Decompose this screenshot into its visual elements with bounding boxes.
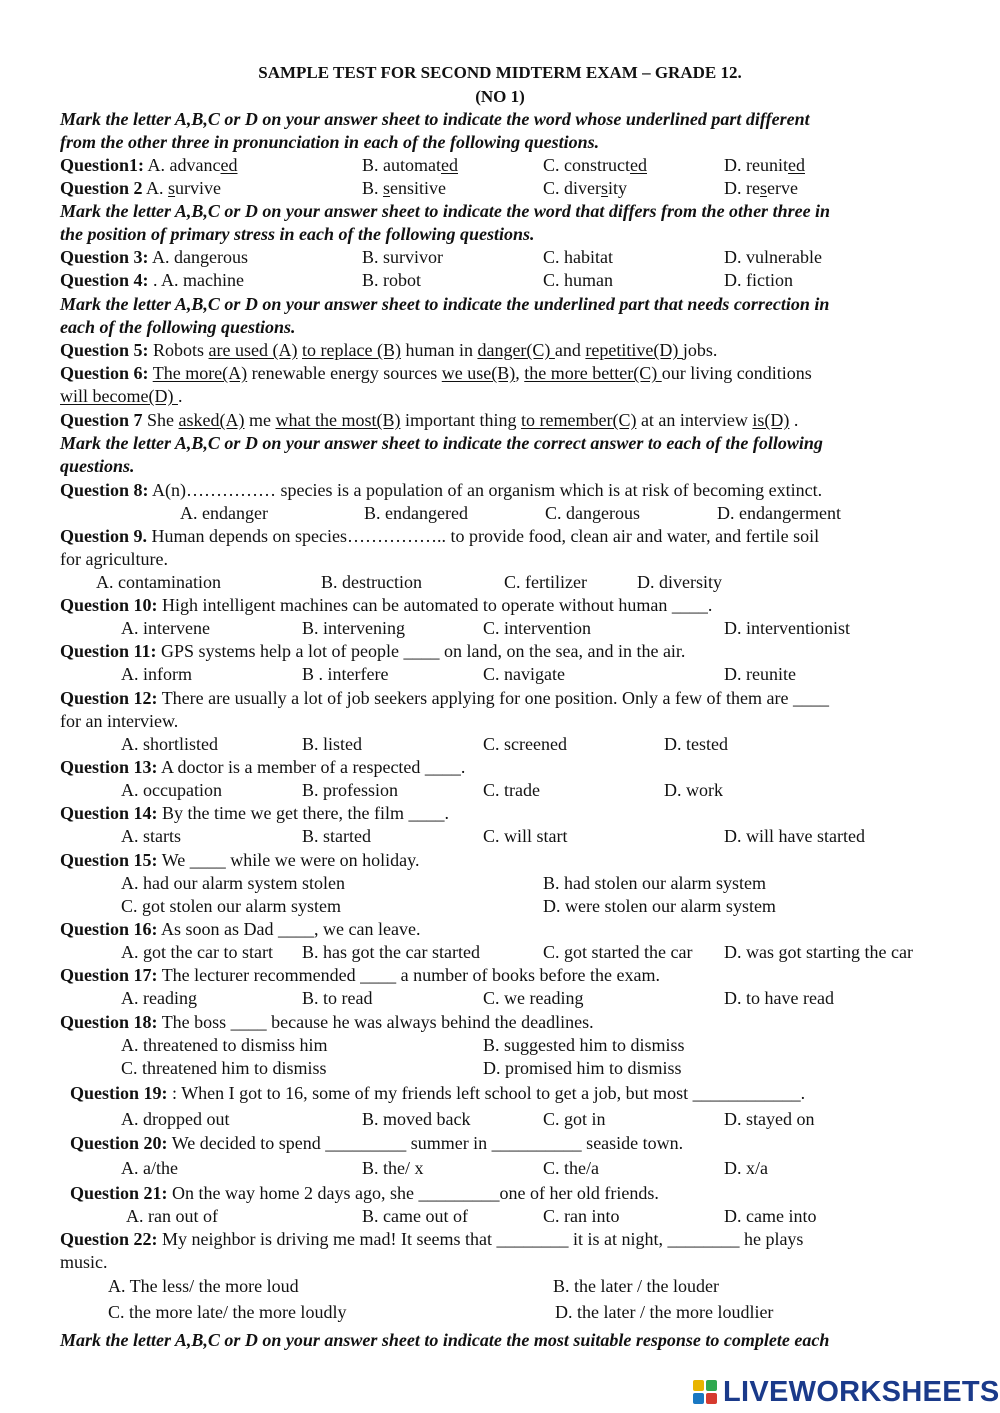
question-17-option-a: A. reading — [121, 988, 197, 1008]
logo-square-yellow — [693, 1380, 704, 1391]
question-8-option-a: A. endanger — [180, 503, 268, 523]
question-16-option-a: A. got the car to start — [121, 942, 273, 962]
liveworksheets-grid-icon — [693, 1380, 717, 1404]
option-text: erve — [767, 178, 798, 198]
question-2 — [60, 177, 221, 199]
question-12-option-b: B. listed — [302, 734, 363, 754]
option-text: D. reunit — [724, 155, 788, 175]
question-text: GPS systems help a lot of people ____ on land, on the sea, and in the air. — [156, 641, 686, 661]
question-6 — [60, 362, 812, 384]
question-4-option-b: B. robot — [362, 270, 422, 290]
underlined-part: s — [168, 178, 176, 198]
question-9-option-c: C. fertilizer — [504, 572, 587, 592]
question-text: The boss ____ because he was always behind the deadlines. — [157, 1012, 594, 1032]
question-17-option-d: D. to have read — [724, 988, 834, 1008]
question-label: Question 8: — [60, 480, 149, 500]
question-label: Question1: — [60, 155, 145, 175]
question-3-option-c: C. habitat — [543, 247, 613, 267]
sentence-text: . — [177, 386, 183, 406]
question-label: Question 14: — [60, 803, 158, 823]
option-text: ity — [608, 178, 628, 198]
question-14 — [60, 802, 449, 824]
underlined-part-a: asked(A) — [178, 410, 245, 430]
underlined-part-d: is(D) — [752, 410, 790, 430]
option-a: A. advanc — [147, 155, 221, 175]
question-2-option-d — [724, 177, 798, 199]
question-20-option-d: D. x/a — [724, 1158, 768, 1178]
question-text: My neighbor is driving me mad! It seems that ________ it is at night, ________ he plays — [157, 1229, 804, 1249]
question-10-option-a: A. intervene — [121, 618, 210, 638]
question-13-option-d: D. work — [664, 780, 723, 800]
question-15-option-a: A. had our alarm system stolen — [121, 873, 345, 893]
question-text: As soon as Dad ____, we can leave. — [157, 919, 421, 939]
question-label: Question 12: — [60, 688, 158, 708]
question-22-option-b: B. the later / the louder — [553, 1276, 719, 1296]
question-9-option-d: D. diversity — [637, 572, 722, 592]
instruction-error-line1: Mark the letter A,B,C or D on your answer sheet to indicate the underlined part that needs correction in — [60, 294, 830, 314]
sentence-text: me — [244, 410, 276, 430]
question-label: Question 7 — [60, 410, 143, 430]
question-17-option-b: B. to read — [302, 988, 373, 1008]
question-1-option-c — [543, 154, 647, 176]
sentence-text: , — [515, 363, 525, 383]
question-20-option-a: A. a/the — [121, 1158, 178, 1178]
question-15 — [60, 849, 420, 871]
question-label: Question 13: — [60, 757, 158, 777]
question-14-option-c: C. will start — [483, 826, 568, 846]
question-12-option-a: A. shortlisted — [121, 734, 218, 754]
question-13-option-a: A. occupation — [121, 780, 222, 800]
question-10 — [60, 594, 712, 616]
question-text: There are usually a lot of job seekers applying for one position. Only a few of them are ____ — [157, 688, 829, 708]
option-text: D. re — [724, 178, 760, 198]
question-16 — [60, 918, 420, 940]
question-14-option-d: D. will have started — [724, 826, 865, 846]
underlined-part: ed — [441, 155, 458, 175]
question-19-option-b: B. moved back — [362, 1109, 471, 1129]
question-19-option-d: D. stayed on — [724, 1109, 815, 1129]
instruction-pronunciation-line2: from the other three in pronunciation in each of the following questions. — [60, 132, 600, 152]
logo-square-green — [706, 1380, 717, 1391]
logo-text: LIVEWORKSHEETS — [723, 1375, 1000, 1408]
question-9-continued: for agriculture. — [60, 549, 168, 569]
question-9 — [60, 525, 819, 547]
page-subtitle: (NO 1) — [475, 87, 525, 106]
question-12 — [60, 687, 829, 709]
question-8-option-b: B. endangered — [364, 503, 468, 523]
question-12-option-c: C. screened — [483, 734, 567, 754]
question-9-option-b: B. destruction — [321, 572, 422, 592]
liveworksheets-logo[interactable] — [693, 1376, 1000, 1408]
question-16-option-c: C. got started the car — [543, 942, 693, 962]
question-13 — [60, 756, 465, 778]
question-label: Question 10: — [60, 595, 158, 615]
underlined-part-a: are used (A) — [208, 340, 298, 360]
sentence-text: jobs. — [682, 340, 718, 360]
option-a: A. dangerous — [148, 247, 248, 267]
question-15-option-c: C. got stolen our alarm system — [121, 896, 341, 916]
question-21 — [70, 1182, 659, 1204]
question-16-option-d: D. was got starting the car — [724, 942, 913, 962]
question-label: Question 17: — [60, 965, 158, 985]
question-text: A doctor is a member of a respected ____. — [157, 757, 466, 777]
question-13-option-c: C. trade — [483, 780, 540, 800]
question-text: On the way home 2 days ago, she _________one of her old friends. — [167, 1183, 659, 1203]
question-2-option-c — [543, 177, 627, 199]
question-15-option-d: D. were stolen our alarm system — [543, 896, 776, 916]
question-14-option-b: B. started — [302, 826, 371, 846]
question-5 — [60, 339, 717, 361]
instruction-pronunciation-line1: Mark the letter A,B,C or D on your answer sheet to indicate the word whose underlined part different — [60, 109, 810, 129]
question-2-option-b — [362, 177, 446, 199]
instruction-stress-line1: Mark the letter A,B,C or D on your answer sheet to indicate the word that differs from the other three in — [60, 201, 831, 221]
question-6-continued — [60, 385, 182, 407]
instruction-response-line1: Mark the letter A,B,C or D on your answer sheet to indicate the most suitable response to complete each — [60, 1330, 830, 1350]
logo-square-blue — [693, 1393, 704, 1404]
sentence-text: human in — [400, 340, 478, 360]
option-text: urvive — [175, 178, 222, 198]
question-label: Question 4: — [60, 270, 149, 290]
underlined-part-a: The more(A) — [152, 363, 248, 383]
question-20-option-c: C. the/a — [543, 1158, 599, 1178]
underlined-part: s — [759, 178, 767, 198]
option-text: B. automat — [362, 155, 441, 175]
question-11-option-a: A. inform — [121, 664, 192, 684]
sentence-text: and — [554, 340, 586, 360]
question-3 — [60, 246, 248, 268]
question-label: Question 21: — [70, 1183, 168, 1203]
question-label: Question 2 — [60, 178, 143, 198]
question-text: We ____ while we were on holiday. — [157, 850, 420, 870]
question-15-option-b: B. had stolen our alarm system — [543, 873, 766, 893]
question-4-option-d: D. fiction — [724, 270, 793, 290]
question-18-option-a: A. threatened to dismiss him — [121, 1035, 328, 1055]
question-1 — [60, 154, 238, 176]
question-20-option-b: B. the/ x — [362, 1158, 424, 1178]
question-text: By the time we get there, the film ____. — [157, 803, 449, 823]
question-12-option-d: D. tested — [664, 734, 728, 754]
question-16-option-b: B. has got the car started — [302, 942, 480, 962]
question-4-option-c: C. human — [543, 270, 613, 290]
option-text: B. — [362, 178, 384, 198]
question-18 — [60, 1011, 594, 1033]
question-19-option-c: C. got in — [543, 1109, 606, 1129]
sentence-text: Robots — [148, 340, 209, 360]
question-22-option-a: A. The less/ the more loud — [108, 1276, 299, 1296]
question-11-option-b: B . interfere — [302, 664, 389, 684]
question-label: Question 11: — [60, 641, 157, 661]
question-17-option-c: C. we reading — [483, 988, 584, 1008]
underlined-part: s — [601, 178, 609, 198]
question-22-option-d: D. the later / the more loudlier — [555, 1302, 774, 1322]
question-22-option-c: C. the more late/ the more loudly — [108, 1302, 347, 1322]
question-text: Human depends on species…………….. to provide food, clean air and water, and fertile soil — [147, 526, 820, 546]
underlined-part-c: danger(C) — [477, 340, 555, 360]
question-20 — [70, 1132, 683, 1154]
underlined-part-b: we use(B) — [441, 363, 516, 383]
option-text: C. construct — [543, 155, 630, 175]
question-21-option-b: B. came out of — [362, 1206, 468, 1226]
question-text: We decided to spend _________ summer in __________ seaside town. — [167, 1133, 684, 1153]
option-text: ensitive — [390, 178, 447, 198]
sentence-text: important thing — [400, 410, 521, 430]
question-11 — [60, 640, 685, 662]
instruction-error-line2: each of the following questions. — [60, 317, 296, 337]
question-text: : When I got to 16, some of my friends left school to get a job, but most ____________. — [167, 1083, 806, 1103]
underlined-part-c: to remember(C) — [520, 410, 637, 430]
underlined-part-c: the more better(C) — [524, 363, 662, 383]
sentence-text: at an interview — [636, 410, 753, 430]
question-19 — [70, 1082, 805, 1104]
question-label: Question 5: — [60, 340, 149, 360]
underlined-part: ed — [787, 155, 805, 175]
question-11-option-c: C. navigate — [483, 664, 565, 684]
question-3-option-b: B. survivor — [362, 247, 443, 267]
question-21-option-d: D. came into — [724, 1206, 817, 1226]
question-21-option-c: C. ran into — [543, 1206, 620, 1226]
question-22-continued: music. — [60, 1252, 108, 1272]
instruction-correct-line1: Mark the letter A,B,C or D on your answer sheet to indicate the correct answer to each of the following — [60, 433, 823, 453]
question-19-option-a: A. dropped out — [121, 1109, 230, 1129]
question-text: A(n)…………… species is a population of an organism which is at risk of becoming extinct. — [148, 480, 823, 500]
question-17 — [60, 964, 660, 986]
sentence-text: . — [789, 410, 799, 430]
question-8-option-c: C. dangerous — [545, 503, 640, 523]
underlined-part-b: to replace (B) — [302, 340, 401, 360]
question-3-option-d: D. vulnerable — [724, 247, 822, 267]
option-a: A. — [142, 178, 169, 198]
sentence-text: renewable energy sources — [247, 363, 442, 383]
question-8 — [60, 479, 822, 501]
instruction-stress-line2: the position of primary stress in each of the following questions. — [60, 224, 535, 244]
option-a: . A. machine — [148, 270, 244, 290]
question-7 — [60, 409, 798, 431]
question-9-option-a: A. contamination — [96, 572, 221, 592]
logo-square-red — [706, 1393, 717, 1404]
underlined-part: s — [383, 178, 391, 198]
question-label: Question 3: — [60, 247, 149, 267]
question-label: Question 15: — [60, 850, 158, 870]
question-18-option-b: B. suggested him to dismiss — [483, 1035, 685, 1055]
sentence-text: our living conditions — [661, 363, 812, 383]
question-text: The lecturer recommended ____ a number of books before the exam. — [157, 965, 660, 985]
question-18-option-d: D. promised him to dismiss — [483, 1058, 682, 1078]
question-13-option-b: B. profession — [302, 780, 398, 800]
underlined-part-d: will become(D) — [60, 386, 178, 406]
sentence-text: She — [142, 410, 179, 430]
question-label: Question 16: — [60, 919, 158, 939]
question-text: High intelligent machines can be automated to operate without human ____. — [157, 595, 713, 615]
question-label: Question 22: — [60, 1229, 158, 1249]
question-12-continued: for an interview. — [60, 711, 179, 731]
question-4 — [60, 269, 244, 291]
question-18-option-c: C. threatened him to dismiss — [121, 1058, 327, 1078]
question-label: Question 6: — [60, 363, 149, 383]
question-14-option-a: A. starts — [121, 826, 181, 846]
question-label: Question 20: — [70, 1133, 168, 1153]
page-title: SAMPLE TEST FOR SECOND MIDTERM EXAM – GRADE 12. — [258, 63, 742, 82]
question-21-option-a: A. ran out of — [126, 1206, 218, 1226]
question-22 — [60, 1228, 803, 1250]
question-label: Question 19: — [70, 1083, 168, 1103]
question-10-option-b: B. intervening — [302, 618, 405, 638]
question-8-option-d: D. endangerment — [717, 503, 841, 523]
question-label: Question 18: — [60, 1012, 158, 1032]
underlined-part: ed — [220, 155, 238, 175]
question-10-option-d: D. interventionist — [724, 618, 850, 638]
question-1-option-b — [362, 154, 458, 176]
question-11-option-d: D. reunite — [724, 664, 796, 684]
underlined-part: ed — [630, 155, 647, 175]
option-text: C. diver — [543, 178, 601, 198]
question-10-option-c: C. intervention — [483, 618, 591, 638]
instruction-correct-line2: questions. — [60, 456, 135, 476]
underlined-part-d: repetitive(D) — [585, 340, 683, 360]
underlined-part-b: what the most(B) — [275, 410, 401, 430]
question-1-option-d — [724, 154, 805, 176]
question-label: Question 9. — [60, 526, 148, 546]
